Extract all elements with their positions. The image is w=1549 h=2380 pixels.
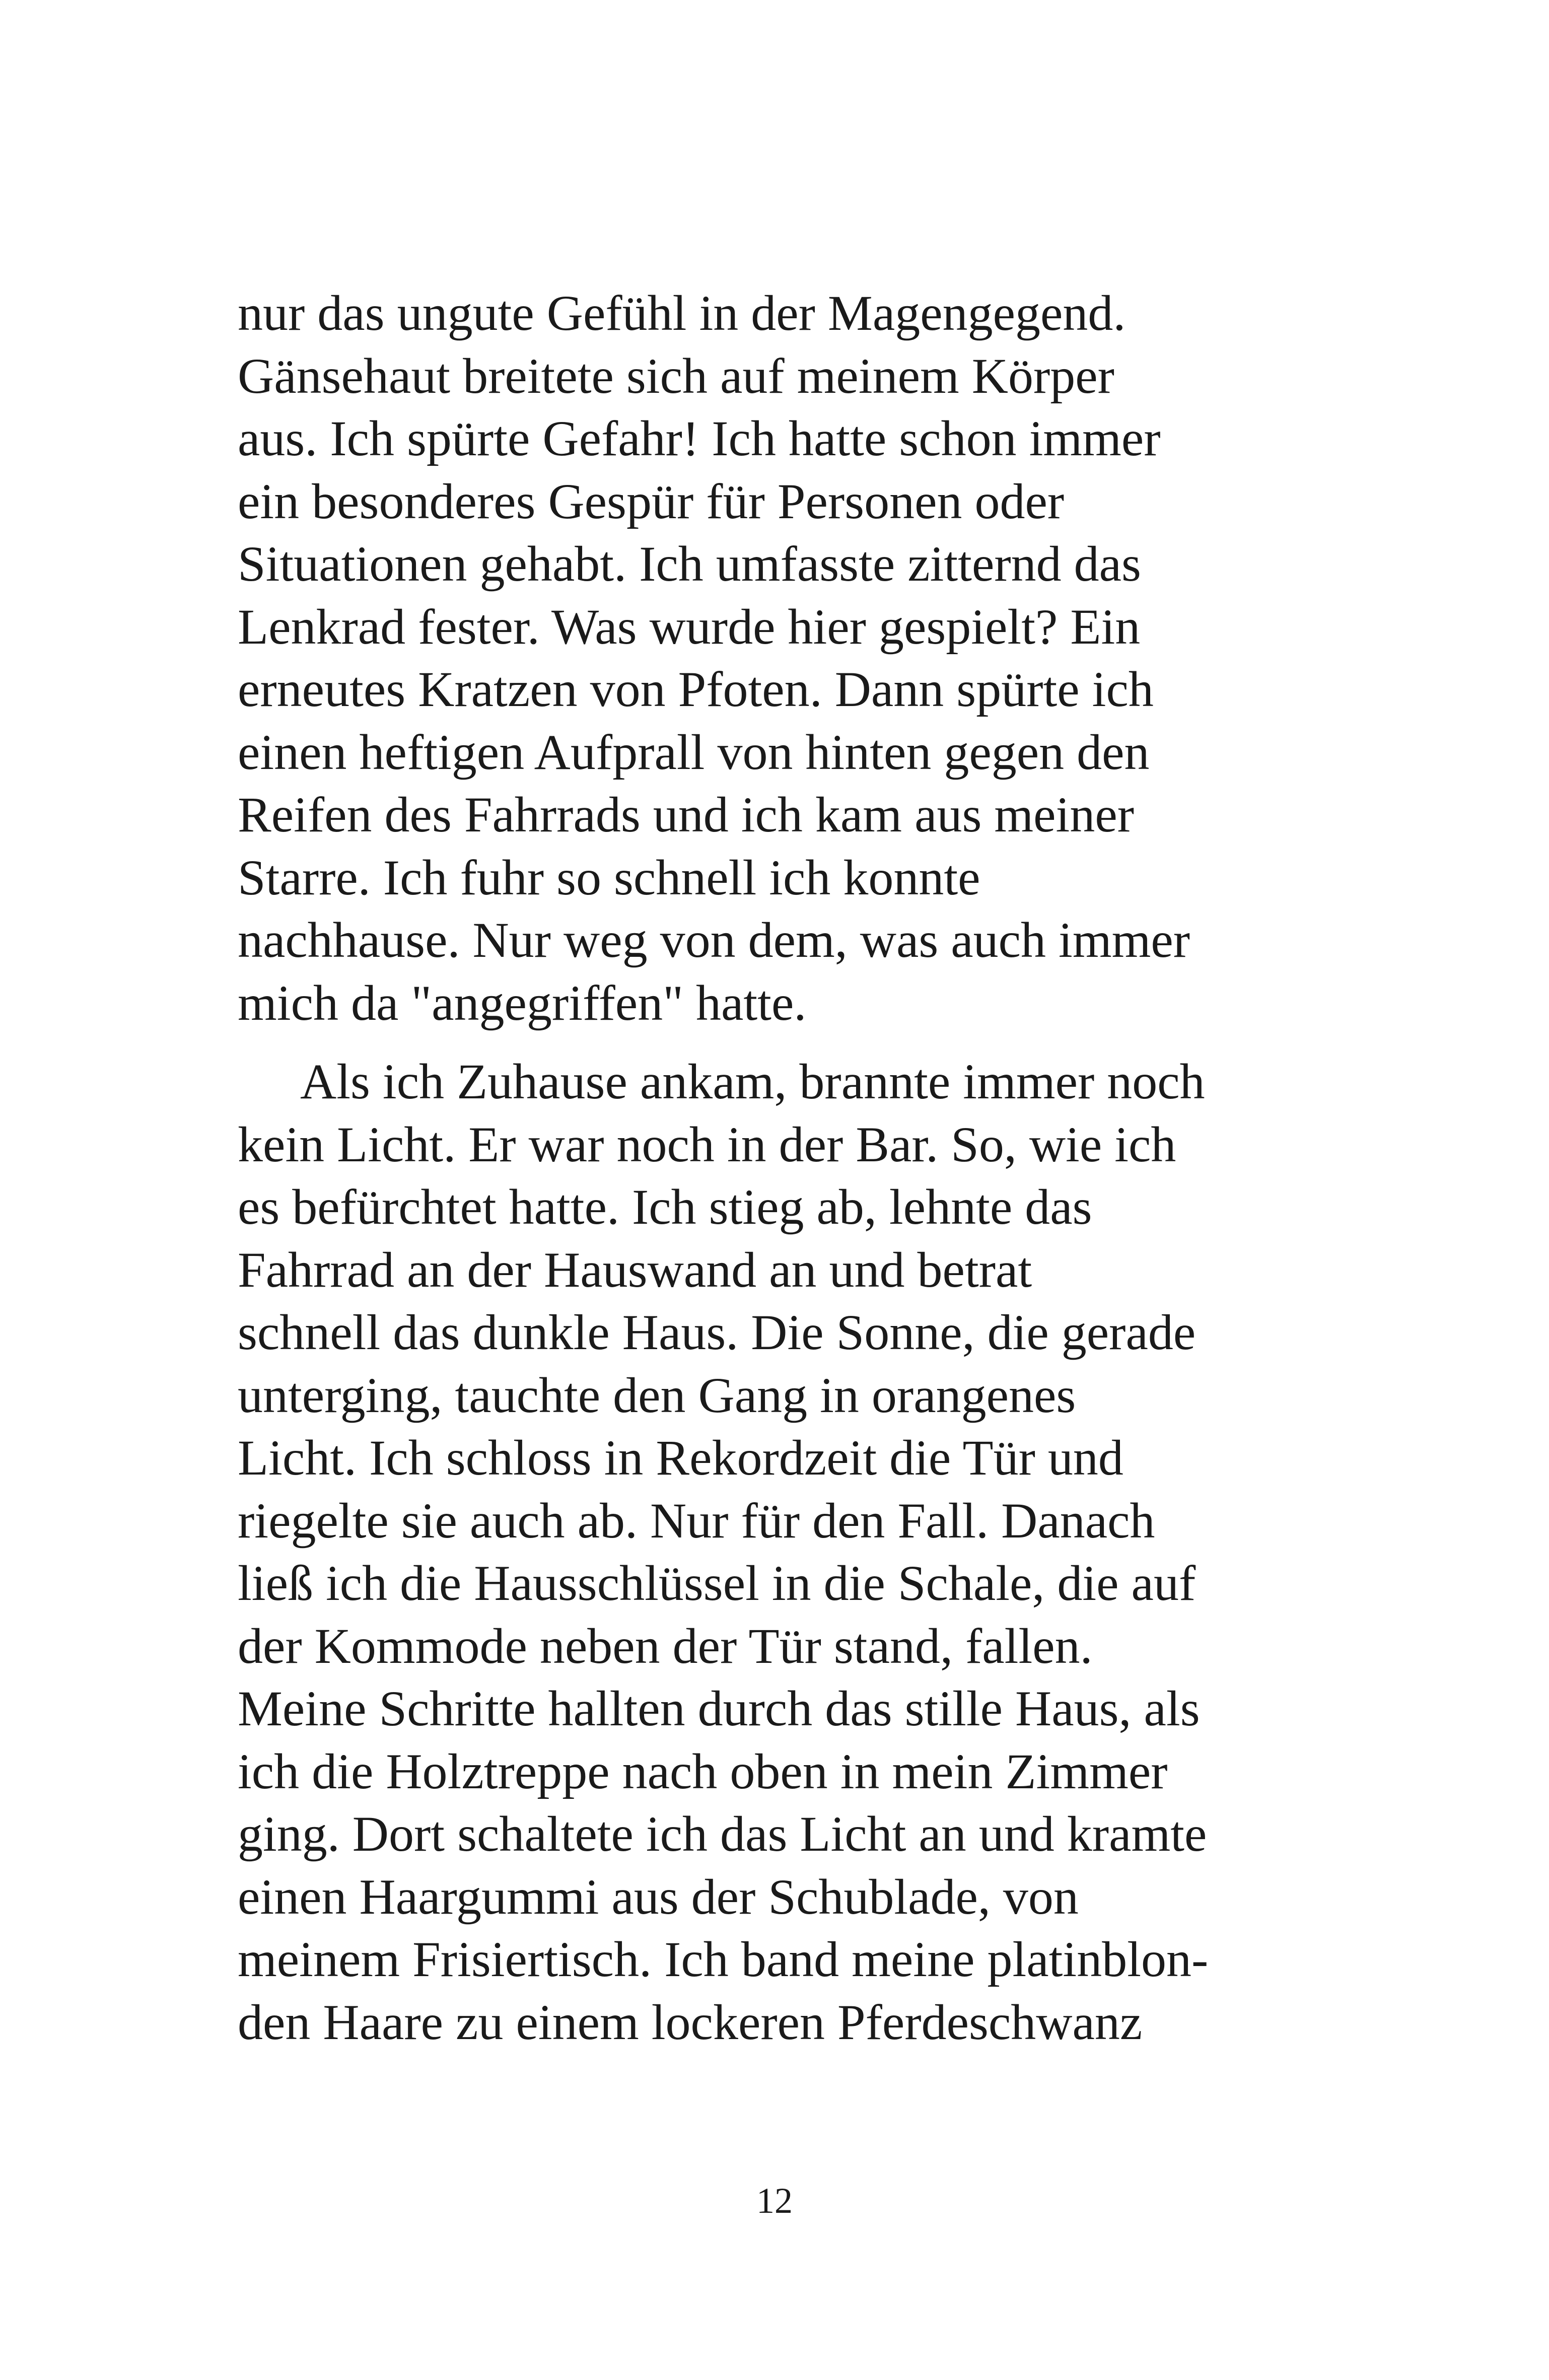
text-line: meinem Frisiertisch. Ich band meine platinblon-: [238, 1931, 1209, 1987]
paragraph-spacing: [238, 1034, 1366, 1051]
text-line: schnell das dunkle Haus. Die Sonne, die gerade: [238, 1304, 1196, 1360]
text-line: ein besonderes Gespür für Personen oder: [238, 473, 1065, 529]
text-line: Situationen gehabt. Ich umfasste zitternd das: [238, 536, 1141, 592]
text-line: Licht. Ich schloss in Rekordzeit die Tür und: [238, 1430, 1123, 1486]
text-line: Als ich Zuhause ankam, brannte immer noch: [300, 1054, 1205, 1109]
text-line: Reifen des Fahrrads und ich kam aus meiner: [238, 787, 1135, 843]
text-line: der Kommode neben der Tür stand, fallen.: [238, 1618, 1093, 1674]
text-line: mich da "angegriffen" hatte.: [238, 974, 807, 1031]
page-number: 12: [756, 2181, 793, 2221]
text-line: Gänsehaut breitete sich auf meinem Körper: [238, 347, 1114, 404]
book-text: [238, 282, 1366, 2054]
text-line: Lenkrad fester. Was wurde hier gespielt? Ein: [238, 598, 1141, 655]
text-line: ich die Holztreppe nach oben in mein Zimmer: [238, 1743, 1168, 1799]
text-line: aus. Ich spürte Gefahr! Ich hatte schon immer: [238, 410, 1161, 466]
text-line: Meine Schritte hallten durch das stille Haus, als: [238, 1681, 1200, 1736]
text-line: einen heftigen Aufprall von hinten gegen den: [238, 724, 1150, 780]
text-line: erneutes Kratzen von Pfoten. Dann spürte ich: [238, 661, 1154, 717]
text-line: nachhause. Nur weg von dem, was auch immer: [238, 912, 1190, 968]
text-line: nur das ungute Gefühl in der Magengegend.: [238, 285, 1126, 341]
text-line: einen Haargummi aus der Schublade, von: [238, 1868, 1079, 1925]
text-line: Fahrrad an der Hauswand an und betrat: [238, 1241, 1032, 1298]
text-line: riegelte sie auch ab. Nur für den Fall. Danach: [238, 1492, 1155, 1549]
text-line: kein Licht. Er war noch in der Bar. So, wie ich: [238, 1116, 1176, 1172]
text-line: ließ ich die Hausschlüssel in die Schale, die auf: [238, 1555, 1196, 1611]
text-line: es befürchtet hatte. Ich stieg ab, lehnte das: [238, 1179, 1092, 1235]
text-line: den Haare zu einem lockeren Pferdeschwanz: [238, 1994, 1143, 2050]
paragraph-1: [238, 282, 1366, 1034]
paragraph-2: [238, 1051, 1366, 2054]
text-line: unterging, tauchte den Gang in orangenes: [238, 1367, 1076, 1423]
text-line: Starre. Ich fuhr so schnell ich konnte: [238, 849, 980, 905]
text-line: ging. Dort schaltete ich das Licht an und kramte: [238, 1806, 1207, 1862]
